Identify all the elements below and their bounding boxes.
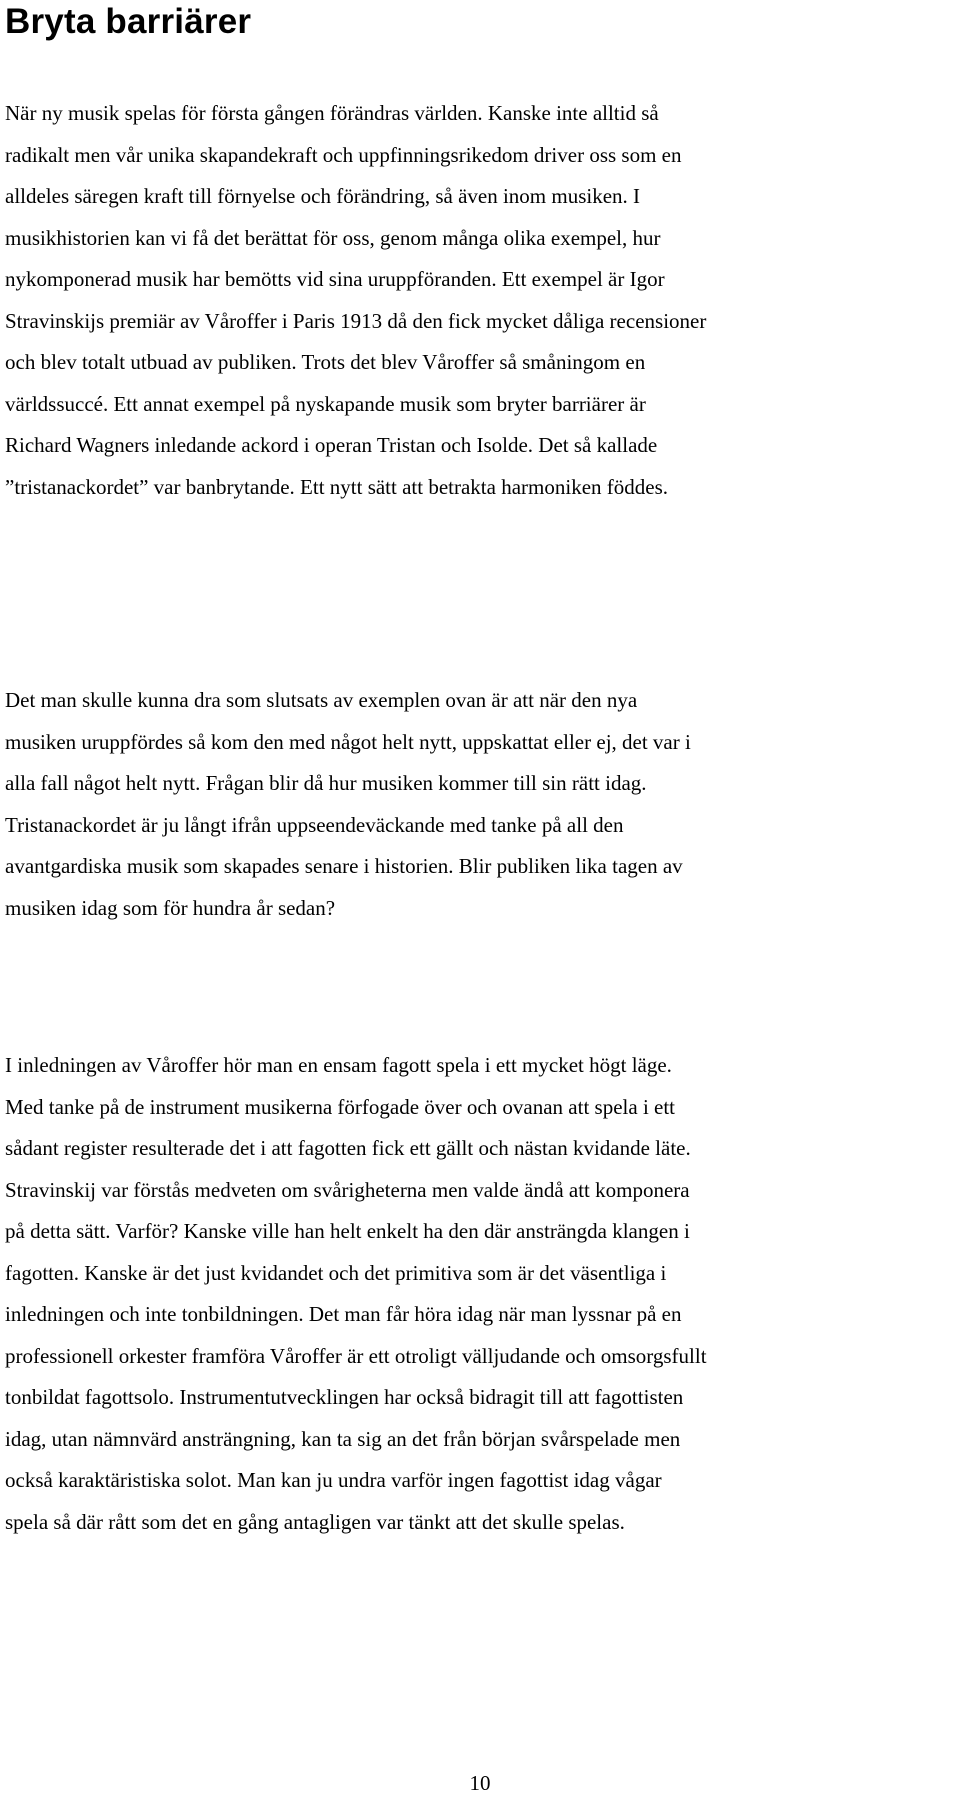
text-line: inledningen och inte tonbildningen. Det man får höra idag när man lyssnar på en	[5, 1302, 682, 1326]
text-line: musikhistorien kan vi få det berättat för oss, genom många olika exempel, hur	[5, 225, 661, 250]
text-line: Richard Wagners inledande ackord i operan Tristan och Isolde. Det så kallade	[5, 433, 658, 457]
text-line: fagotten. Kanske är det just kvidandet och det primitiva som är det väsentliga i	[5, 1260, 667, 1285]
paragraph-3	[5, 1045, 955, 1543]
text-line: I inledningen av Våroffer hör man en ensam fagott spela i ett mycket högt läge.	[5, 1053, 672, 1077]
text-line: på detta sätt. Varför? Kanske ville han helt enkelt ha den där ansträngda klangen i	[5, 1219, 690, 1243]
text-line: Stravinskij var förstås medveten om svårigheterna men valde ändå att komponera	[5, 1177, 690, 1202]
text-line: idag, utan nämnvärd ansträngning, kan ta sig an det från början svårspelade men	[5, 1426, 681, 1451]
paragraph-1	[5, 93, 955, 508]
text-line: alla fall något helt nytt. Frågan blir då hur musiken kommer till sin rätt idag.	[5, 771, 647, 795]
text-line: nykomponerad musik har bemötts vid sina uruppföranden. Ett exempel är Igor	[5, 267, 665, 291]
text-line: sådant register resulterade det i att fagotten fick ett gällt och nästan kvidande läte.	[5, 1136, 691, 1160]
text-line: spela så där rått som det en gång antagligen var tänkt att det skulle spelas.	[5, 1509, 625, 1534]
text-line: Tristanackordet är ju långt ifrån uppseendeväckande med tanke på all den	[5, 812, 624, 837]
text-line: också karaktäristiska solot. Man kan ju undra varför ingen fagottist idag vågar	[5, 1468, 662, 1492]
text-line: ”tristanackordet” var banbrytande. Ett nytt sätt att betrakta harmoniken föddes.	[5, 474, 669, 499]
text-line: världssuccé. Ett annat exempel på nyskapande musik som bryter barriärer är	[5, 391, 646, 416]
text-line: alldeles säregen kraft till förnyelse och förändring, så även inom musiken. I	[5, 184, 641, 208]
page-number: 10	[469, 1771, 491, 1795]
text-line: professionell orkester framföra Våroffer är ett otroligt välljudande och omsorgsfullt	[5, 1343, 707, 1368]
text-line: Stravinskijs premiär av Våroffer i Paris 1913 då den fick mycket dåliga recensioner	[5, 308, 707, 333]
text-line: och blev totalt utbuad av publiken. Trots det blev Våroffer så småningom en	[5, 350, 646, 374]
page-heading: Bryta barriärer	[5, 2, 252, 41]
text-line: musiken uruppfördes så kom den med något helt nytt, uppskattat eller ej, det var i	[5, 729, 691, 754]
paragraph-2	[5, 680, 955, 929]
text-line: tonbildat fagottsolo. Instrumentutvecklingen har också bidragit till att fagottisten	[5, 1385, 684, 1409]
text-line: radikalt men vår unika skapandekraft och uppfinningsrikedom driver oss som en	[5, 142, 682, 167]
text-line: musiken idag som för hundra år sedan?	[5, 895, 336, 920]
text-line: Det man skulle kunna dra som slutsats av exemplen ovan är att när den nya	[5, 688, 638, 712]
text-line: Med tanke på de instrument musikerna förfogade över och ovanan att spela i ett	[5, 1094, 676, 1119]
text-line: När ny musik spelas för första gången förändras världen. Kanske inte alltid så	[5, 101, 659, 125]
text-line: avantgardiska musik som skapades senare i historien. Blir publiken lika tagen av	[5, 854, 683, 878]
